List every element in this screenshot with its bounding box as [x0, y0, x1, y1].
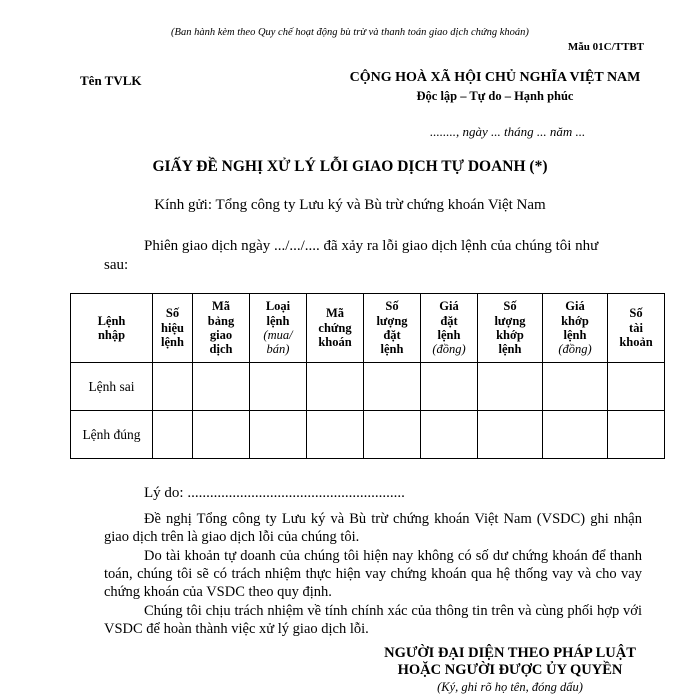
col-header-order-quantity: Số lượng đặt lệnh — [364, 294, 421, 363]
nation-heading: CỘNG HOÀ XÃ HỘI CHỦ NGHĨA VIỆT NAM — [349, 70, 641, 85]
col-header-order-entry: Lệnh nhập — [71, 294, 153, 363]
table-row-correct-order — [71, 411, 665, 459]
table-cell — [307, 411, 364, 459]
col-header-account-number: Số tài khoản — [608, 294, 665, 363]
reason-line: Lý do: .......................................................... — [144, 485, 405, 501]
issuance-note: (Ban hành kèm theo Quy chế hoạt động bù trừ và thanh toán giao dịch chứng khoán) — [171, 27, 529, 38]
table-cell — [478, 411, 543, 459]
table-cell — [250, 363, 307, 411]
table-cell — [364, 363, 421, 411]
borrowing-paragraph: Do tài khoản tự doanh của chúng tôi hiện nay không có số dư chứng khoán để thanh toán, chúng tôi sẽ có trách nhiệm thực hiện vay chứng khoán qua hệ thống vay và cho vay chứng khoán của VSDC theo quy định. — [104, 548, 642, 600]
table-cell — [193, 363, 250, 411]
col-header-matched-quantity: Số lượng khớp lệnh — [478, 294, 543, 363]
table-cell — [421, 411, 478, 459]
document-title: GIẤY ĐỀ NGHỊ XỬ LÝ LỖI GIAO DỊCH TỰ DOANH (*) — [152, 158, 548, 175]
table-cell — [307, 363, 364, 411]
responsibility-paragraph: Chúng tôi chịu trách nhiệm về tính chính xác của thông tin trên và cùng phối hợp với VSDC để hoàn thành việc xử lý giao dịch lỗi. — [104, 603, 642, 637]
col-header-order-type: Loại lệnh (mua/ bán) — [250, 294, 307, 363]
table-cell — [193, 411, 250, 459]
col-header-security-code: Mã chứng khoán — [307, 294, 364, 363]
signatory-title-line-1: NGƯỜI ĐẠI DIỆN THEO PHÁP LUẬT — [384, 645, 636, 661]
table-cell — [478, 363, 543, 411]
table-cell — [153, 363, 193, 411]
table-cell — [421, 363, 478, 411]
table-header-row — [71, 294, 665, 363]
col-header-order-number: Số hiệu lệnh — [153, 294, 193, 363]
table-cell — [543, 363, 608, 411]
row-label-correct-order: Lệnh đúng — [71, 411, 153, 459]
date-line: ........, ngày ... tháng ... năm ... — [430, 124, 586, 139]
org-label: Tên TVLK — [80, 73, 142, 88]
signature-instruction: (Ký, ghi rõ họ tên, đóng dấu) — [437, 680, 583, 694]
recipient-line: Kính gửi: Tổng công ty Lưu ký và Bù trừ chứng khoán Việt Nam — [154, 197, 546, 213]
request-paragraph: Đề nghị Tổng công ty Lưu ký và Bù trừ chứng khoán Việt Nam (VSDC) ghi nhận giao dịch trên là giao dịch lỗi của chúng tôi. — [104, 511, 642, 545]
table-cell — [250, 411, 307, 459]
table-cell — [608, 363, 665, 411]
table-cell — [153, 411, 193, 459]
intro-line-1: Phiên giao dịch ngày .../.../.... đã xảy ra lỗi giao dịch lệnh của chúng tôi như — [144, 238, 599, 254]
row-label-wrong-order: Lệnh sai — [71, 363, 153, 411]
col-header-matched-price: Giá khớp lệnh (đồng) — [543, 294, 608, 363]
col-header-order-price: Giá đặt lệnh (đồng) — [421, 294, 478, 363]
table-cell — [543, 411, 608, 459]
table-row-wrong-order — [71, 363, 665, 411]
signatory-title-line-2: HOẶC NGƯỜI ĐƯỢC ỦY QUYỀN — [397, 662, 623, 678]
motto: Độc lập – Tự do – Hạnh phúc — [416, 89, 574, 103]
table-cell — [364, 411, 421, 459]
table-cell — [608, 411, 665, 459]
intro-line-2: sau: — [104, 257, 129, 273]
col-header-board-code: Mã bảng giao dịch — [193, 294, 250, 363]
form-code: Mẫu 01C/TTBT — [567, 41, 644, 53]
error-orders-table — [70, 293, 665, 459]
